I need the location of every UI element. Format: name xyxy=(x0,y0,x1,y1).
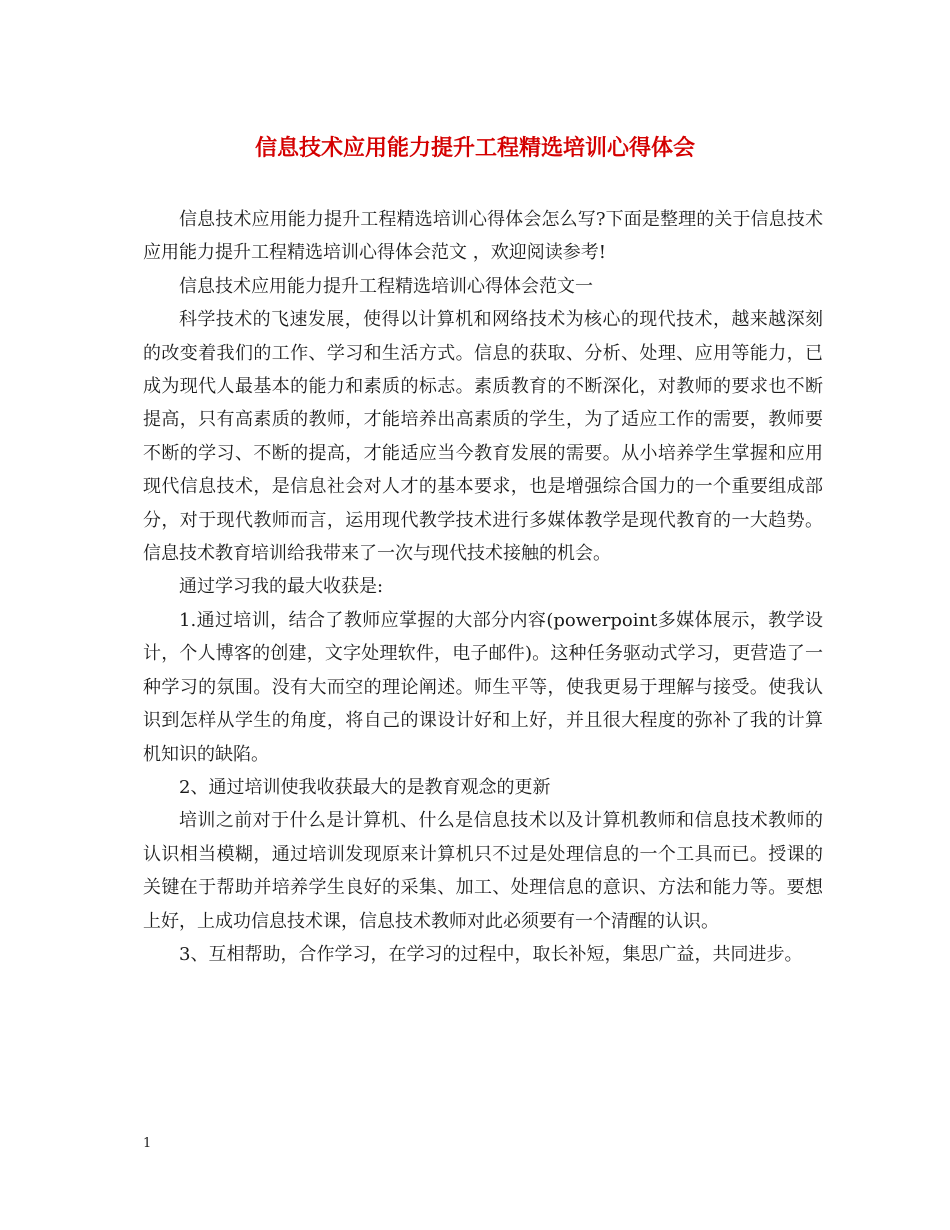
body-paragraph: 培训之前对于什么是计算机、什么是信息技术以及计算机教师和信息技术教师的认识相当模糊，通过培训发现原来计算机只不过是处理信息的一个工具而已。授课的关键在于帮助并培养学生良好的采集、加工、处理信息的意识、方法和能力等。要想上好，上成功信息技术课，信息技术教师对此必须要有一个清醒的认识。 xyxy=(143,810,823,932)
section-heading-sample-one: 信息技术应用能力提升工程精选培训心得体会范文一 xyxy=(179,275,593,297)
list-item-3: 3、互相帮助，合作学习，在学习的过程中，取长补短，集思广益，共同进步。 xyxy=(179,943,803,965)
document-body xyxy=(143,203,823,971)
body-paragraph: 通过学习我的最大收获是: xyxy=(179,576,384,598)
page-number: 1 xyxy=(143,1136,152,1151)
list-item-2-heading: 2、通过培训使我收获最大的是教育观念的更新 xyxy=(179,776,551,798)
body-paragraph: 科学技术的飞速发展，使得以计算机和网络技术为核心的现代技术，越来越深刻的改变着我们的工作、学习和生活方式。信息的获取、分析、处理、应用等能力，已成为现代人最基本的能力和素质的标志。素质教育的不断深化，对教师的要求也不断提高，只有高素质的教师，才能培养出高素质的学生，为了适应工作的需要，教师要不断的学习、不断的提高，才能适应当今教育发展的需要。从小培养学生掌握和应用现代信息技术，是信息社会对人才的基本要求，也是增强综合国力的一个重要组成部分，对于现代教师而言，运用现代教学技术进行多媒体教学是现代教育的一大趋势。信息技术教育培训给我带来了一次与现代技术接触的机会。 xyxy=(143,309,823,565)
list-item-1: 1.通过培训，结合了教师应掌握的大部分内容(powerpoint多媒体展示，教学设计，个人博客的创建，文字处理软件，电子邮件)。这种任务驱动式学习，更营造了一种学习的氛围。没有大而空的理论阐述。师生平等，使我更易于理解与接受。使我认识到怎样从学生的角度，将自己的课设计好和上好，并且很大程度的弥补了我的计算机知识的缺陷。 xyxy=(143,609,823,765)
document-title: 信息技术应用能力提升工程精选培训心得体会 xyxy=(254,136,695,161)
intro-paragraph: 信息技术应用能力提升工程精选培训心得体会怎么写?下面是整理的关于信息技术应用能力提升工程精选培训心得体会范文 ，欢迎阅读参考! xyxy=(143,209,823,264)
